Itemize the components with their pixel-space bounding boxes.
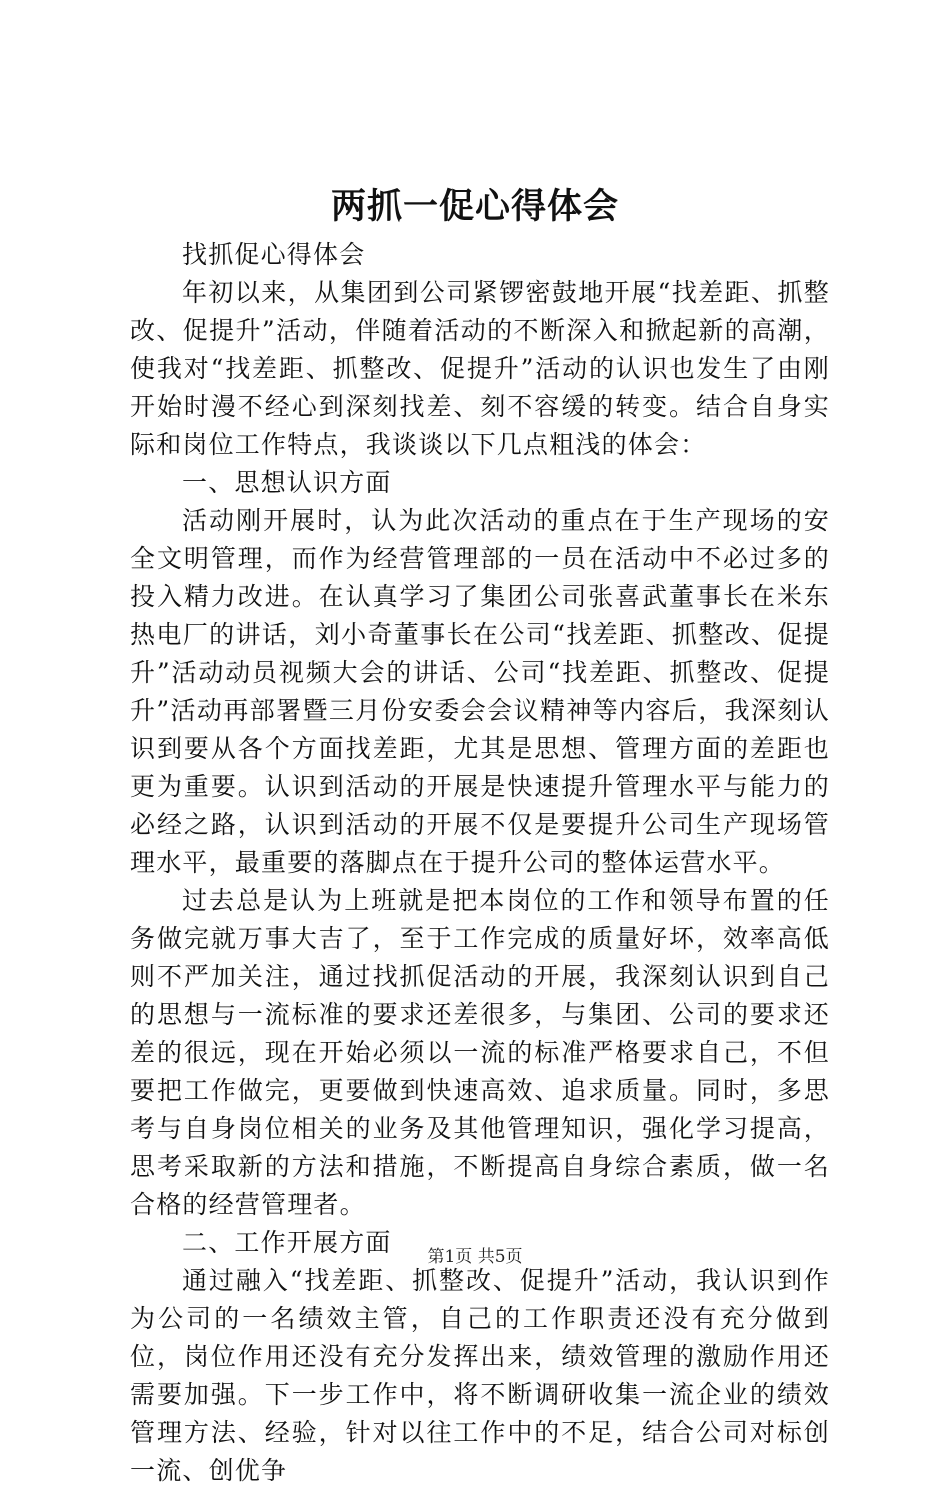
section-heading-1: 一、思想认识方面 <box>182 468 392 497</box>
intro-paragraph: 年初以来，从集团到公司紧锣密鼓地开展“找差距、抓整改、促提升”活动，伴随着活动的不断深入和掀起新的高潮，使我对“找差距、抓整改、促提升”活动的认识也发生了由刚开始时漫不经心到深刻找差、刻不容缓的转变。结合自身实际和岗位工作特点，我谈谈以下几点粗浅的体会： <box>130 278 830 459</box>
subtitle-paragraph: 找抓促心得体会 <box>182 240 366 269</box>
body-paragraph: 通过融入“找差距、抓整改、促提升”活动，我认识到作为公司的一名绩效主管，自己的工作职责还没有充分做到位，岗位作用还没有充分发挥出来，绩效管理的激励作用还需要加强。下一步工作中，将不断调研收集一流企业的绩效管理方法、经验，针对以往工作中的不足，结合公司对标创一流、创优争 <box>130 1266 830 1485</box>
body-paragraph: 过去总是认为上班就是把本岗位的工作和领导布置的任务做完就万事大吉了，至于工作完成的质量好坏，效率高低则不严加关注，通过找抓促活动的开展，我深刻认识到自己的思想与一流标准的要求还差很多，与集团、公司的要求还差的很远，现在开始必须以一流的标准严格要求自己，不但要把工作做完，更要做到快速高效、追求质量。同时，多思考与自身岗位相关的业务及其他管理知识，强化学习提高，思考采取新的方法和措施，不断提高自身综合素质，做一名合格的经营管理者。 <box>130 886 830 1219</box>
section-heading-2: 二、工作开展方面 <box>182 1228 392 1257</box>
page-footer: 第1页 共5页 <box>427 1247 523 1267</box>
document-body <box>130 236 830 1490</box>
body-paragraph: 活动刚开展时，认为此次活动的重点在于生产现场的安全文明管理，而作为经营管理部的一员在活动中不必过多的投入精力改进。在认真学习了集团公司张喜武董事长在米东热电厂的讲话，刘小奇董事长在公司“找差距、抓整改、促提升”活动动员视频大会的讲话、公司“找差距、抓整改、促提升”活动再部署暨三月份安委会会议精神等内容后，我深刻认识到要从各个方面找差距，尤其是思想、管理方面的差距也更为重要。认识到活动的开展是快速提升管理水平与能力的必经之路，认识到活动的开展不仅是要提升公司生产现场管理水平，最重要的落脚点在于提升公司的整体运营水平。 <box>130 506 830 877</box>
document-title: 两抓一促心得体会 <box>330 186 619 227</box>
